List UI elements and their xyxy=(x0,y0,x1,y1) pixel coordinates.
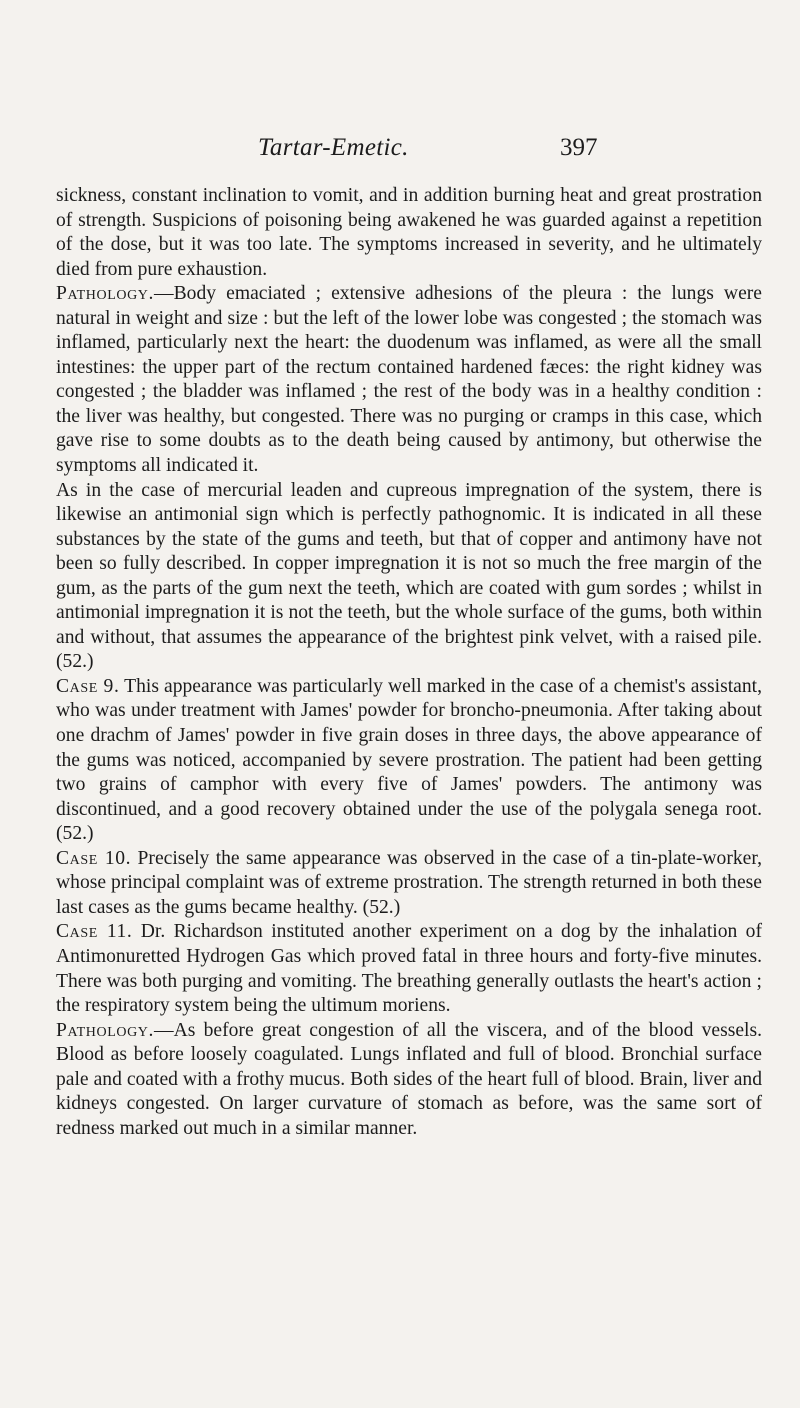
page-number: 397 xyxy=(560,134,598,161)
running-head xyxy=(0,134,800,166)
paragraph-heading: Case 9. xyxy=(56,675,120,697)
paragraph-6 xyxy=(56,920,762,1018)
paragraph-heading: Case 11. xyxy=(56,921,133,943)
paragraph-text: As in the case of mercurial leaden and cupreous impregnation of the system, there is likewise an antimonial sign which is perfectly pathognomic. It is indicated in all these substances by the state of the gums and teeth, but that of copper and antimony have not been so fully described. In copper impregnation it is not so much the free margin of the gum, as the parts of the gum next the teeth, which are coated with gum sordes ; whilst in antimonial impregnation it is not the teeth, but the whole surface of the gums, both within and without, that assumes the appearance of the brightest pink velvet, with a raised pile. (52.) xyxy=(56,479,762,673)
paragraph-text: —As before great congestion of all the viscera, and of the blood vessels. Blood as before loosely coagulated. Lungs inflated and full of blood. Bronchial surface pale and coated with a frothy mucus. Both sides of the heart full of blood. Brain, liver and kidneys congested. On larger curvature of stomach as before, was the same sort of redness marked out much in a similar manner. xyxy=(56,1019,762,1139)
paragraph-1 xyxy=(56,184,762,282)
paragraph-text: —Body emaciated ; extensive adhesions of the pleura : the lungs were natural in weight and size : but the left of the lower lobe was congested ; the stomach was inflamed, particularly next the heart: the duodenum was inflamed, as were all the small intestines: the upper part of the rectum contained hardened fæces: the right kidney was congested ; the bladder was inflamed ; the rest of the body was in a healthy condition : the liver was healthy, but congested. There was no purging or cramps in this case, which gave rise to some doubts as to the death being caused by antimony, but otherwise the symptoms all indicated it. xyxy=(56,283,762,477)
paragraph-text: This appearance was particularly well marked in the case of a chemist's assistant, who was under treatment with James' powder for broncho-pneumonia. After taking about one drachm of James' powder in five grain doses in three days, the above appearance of the gums was noticed, accompanied by severe prostration. The patient had been getting two grains of camphor with every five of James' powders. The antimony was discontinued, and a good recovery obtained under the use of the polygala senega root. (52.) xyxy=(56,675,763,845)
paragraph-text: Dr. Richardson instituted another experiment on a dog by the inhalation of Antimonuretted Hydrogen Gas which proved fatal in three hours and forty-five minutes. There was both purging and vomiting. The breathing generally outlasts the heart's action ; the respiratory system being the ultimum moriens. xyxy=(56,921,762,1017)
paragraph-text: sickness, constant inclination to vomit, and in addition burning heat and great prostration of strength. Suspicions of poisoning being awakened he was guarded against a repetition of the dose, but it was too late. The symptoms increased in severity, and he ultimately died from pure exhaustion. xyxy=(56,185,762,280)
paragraph-3 xyxy=(56,479,762,675)
paragraph-heading: Pathology. xyxy=(56,1019,155,1041)
paragraph-heading: Pathology. xyxy=(56,283,155,305)
paragraph-5 xyxy=(56,847,762,921)
running-title: Tartar-Emetic. xyxy=(258,134,409,161)
paragraph-4 xyxy=(56,675,762,847)
paragraph-7 xyxy=(56,1019,762,1142)
body-text xyxy=(56,184,762,1141)
paragraph-heading: Case 10. xyxy=(56,847,132,869)
paragraph-text: Precisely the same appearance was observed in the case of a tin-plate-worker, whose principal complaint was of extreme prostration. The strength returned in both these last cases as the gums became healthy. (52.) xyxy=(56,847,762,918)
paragraph-2 xyxy=(56,282,762,478)
